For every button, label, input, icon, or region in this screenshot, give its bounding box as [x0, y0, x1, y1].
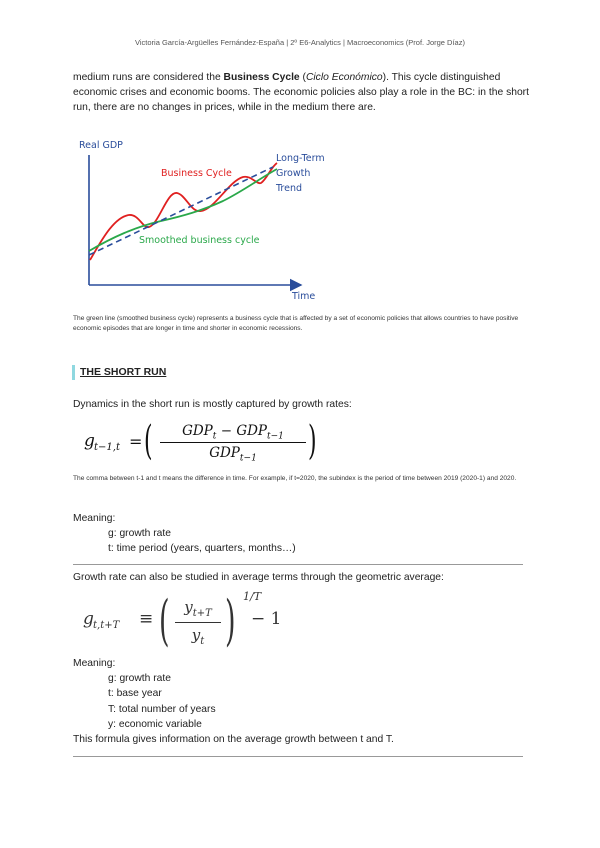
meaning2-item: t: base year: [108, 688, 162, 699]
intro-text-2: (: [299, 72, 306, 83]
smoothed-label: Smoothed business cycle: [139, 235, 260, 246]
formula1-lhs: g: [84, 431, 95, 451]
formula1-num-a: GDP: [182, 423, 213, 439]
formula2-lhs: g: [83, 609, 94, 629]
formula1-note: The comma between t-1 and t means the difference in time. For example, if t=2020, the subindex is the period of time between 2019 (2020-1) and 2020.: [73, 475, 517, 482]
formula1-denominator: [159, 445, 307, 464]
formula2-left-paren: (: [159, 589, 170, 652]
formula1-num-b: GDP: [236, 423, 268, 439]
trend-label-line3: Trend: [276, 183, 302, 194]
formula2-den: y: [191, 626, 201, 644]
formula1-fraction-bar: [160, 442, 306, 443]
formula2-exponent: 1/T: [243, 590, 262, 603]
ciclo-economico-term: Ciclo Económico: [305, 72, 383, 83]
formula1-den: GDP: [209, 445, 240, 461]
intro-paragraph: [73, 70, 533, 115]
short-run-intro: Dynamics in the short run is mostly captured by growth rates:: [73, 399, 352, 410]
intro-text-3: ). This cycle distinguished economic crises and economic booms. The economic policies also play a role in the BC: in the short run, there are no changes in prices, while in the medium there are.: [73, 72, 529, 113]
geometric-average-intro: Growth rate can also be studied in average terms through the geometric average:: [73, 572, 444, 583]
formula1-right-paren: ): [308, 418, 317, 464]
heading-accent-bar: [72, 365, 75, 380]
page-header: Victoria García-Argüelles Fernández-España | 2º E6-Analytics | Macroeconomics (Prof. Jorge Díaz): [135, 38, 465, 47]
formula2-den-sub: t: [200, 636, 205, 647]
trend-label-line1: Long-Term: [276, 153, 325, 164]
growth-rate-formula: [84, 418, 317, 466]
formula2-num: y: [184, 598, 193, 616]
formula1-lhs-sub: t−1,t: [94, 442, 120, 453]
formula2-equiv: ≡: [139, 609, 154, 629]
divider: [73, 564, 523, 565]
geometric-growth-formula: [83, 590, 303, 652]
x-axis-label: Time: [292, 291, 316, 302]
section-title: THE SHORT RUN: [80, 366, 167, 378]
divider: [73, 756, 523, 757]
formula2-num-sub: t+T: [192, 608, 212, 619]
formula1-equals: =: [129, 432, 143, 451]
formula2-numerator: [173, 598, 223, 619]
meaning2-item: y: economic variable: [108, 719, 202, 730]
figure-caption: The green line (smoothed business cycle) represents a business cycle that is affected by a set of economic policies that allows countries to have positive economic episodes that are longer in time and shorter in economic recessions.: [73, 315, 519, 332]
formula1-numerator: [159, 423, 307, 442]
meaning2-item: g: growth rate: [108, 673, 171, 684]
formula1-num-b-sub: t−1: [267, 431, 284, 442]
formula2-fraction-bar: [175, 622, 221, 623]
intro-text-1: medium runs are considered the: [73, 72, 224, 83]
formula1-den-sub: t−1: [239, 453, 257, 464]
formula2-lhs-sub: t,t+T: [93, 620, 120, 631]
formula2-right-paren: ): [225, 589, 236, 652]
meaning1-item: t: time period (years, quarters, months…): [108, 543, 296, 554]
meaning2-title: Meaning:: [73, 658, 116, 669]
business-cycle-figure: [73, 133, 343, 305]
business-cycle-label: Business Cycle: [161, 168, 232, 179]
trend-label-line2: Growth: [276, 168, 311, 179]
formula2-tail: − 1: [251, 609, 282, 629]
formula1-num-a-sub: t: [212, 431, 217, 442]
meaning2-item: T: total number of years: [108, 704, 216, 715]
formula1-left-paren: (: [144, 418, 153, 464]
section-heading: [72, 364, 166, 380]
meaning1-item: g: growth rate: [108, 528, 171, 539]
formula1-minus: −: [216, 423, 237, 439]
meaning1-title: Meaning:: [73, 513, 116, 524]
formula2-denominator: [173, 626, 223, 647]
conclusion-text: This formula gives information on the average growth between t and T.: [73, 734, 394, 745]
business-cycle-term: Business Cycle: [223, 72, 300, 83]
y-axis-label: Real GDP: [79, 140, 123, 151]
